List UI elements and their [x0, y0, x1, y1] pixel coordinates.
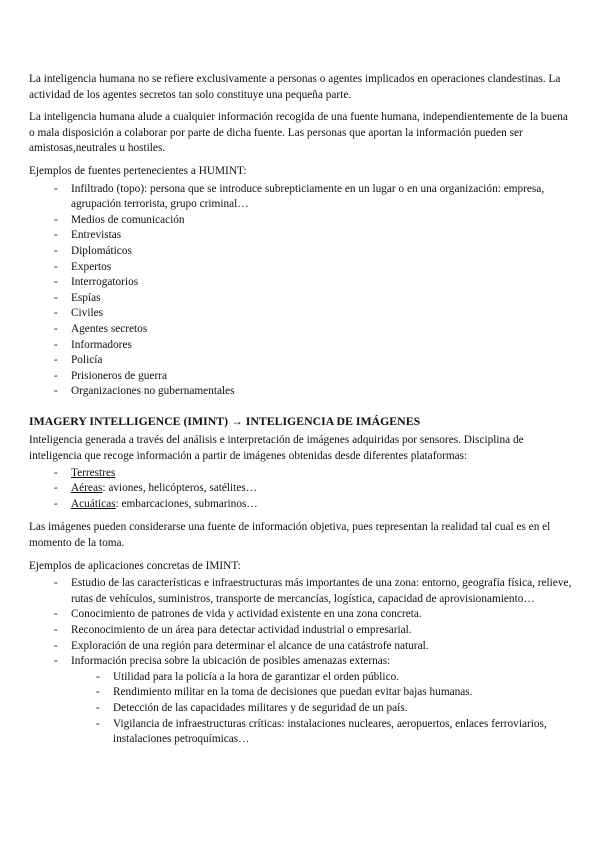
list-item: - Espías — [29, 291, 575, 307]
intro-paragraph-1: La inteligencia humana no se refiere exclusivamente a personas o agentes implicados en operaciones clandestinas. La actividad de los agentes secretos tan solo constituye una pequeña parte. — [29, 73, 561, 101]
list-item: - Civiles — [29, 306, 575, 322]
document-page — [29, 72, 575, 754]
list-item: - Exploración de una región para determinar el alcance de una catástrofe natural. — [29, 639, 575, 655]
humint-examples-lead: Ejemplos de fuentes pertenecientes a HUMINT: — [29, 164, 247, 177]
list-item: - Vigilancia de infraestructuras críticas: instalaciones nucleares, aeropuertos, enlaces ferroviarios, instalaciones petroquímicas… — [71, 717, 575, 748]
imint-heading: IMAGERY INTELLIGENCE (IMINT) → INTELIGENCIA DE IMÁGENES — [29, 413, 421, 428]
intro-paragraph-2: La inteligencia humana alude a cualquier información recogida de una fuente humana, independientemente de la buena o mala disposición a colaborar por parte de dicha fuente. Las personas que aportan la información pueden ser amistosas,neutrales u hostiles. — [29, 111, 568, 155]
platform-detail: : embarcaciones, submarinos… — [115, 497, 258, 510]
platform-name: Acuáticas — [71, 497, 116, 510]
list-item: - Prisioneros de guerra — [29, 369, 575, 385]
list-item: - Rendimiento militar en la toma de decisiones que puedan evitar bajas humanas. — [71, 685, 575, 701]
list-item: - Organizaciones no gubernamentales — [29, 384, 575, 400]
imint-objectivity-paragraph: Las imágenes pueden considerarse una fuente de información objetiva, pues representan la realidad tal cual es en el momento de la toma. — [29, 521, 551, 550]
imint-applications-list — [29, 576, 575, 748]
list-item: - Utilidad para la policía a la hora de garantizar el orden público. — [71, 670, 575, 686]
imint-applications-lead: Ejemplos de aplicaciones concretas de IMINT: — [29, 559, 241, 572]
list-item — [29, 466, 575, 482]
list-item: - Estudio de las características e infraestructuras más importantes de una zona: entorno, geografía física, relieve, rutas de vehículos, suministros, transporte de mercancías, logística, capacidad de aprovisionamiento… — [29, 576, 575, 607]
list-item: - Conocimiento de patrones de vida y actividad existente en una zona concreta. — [29, 607, 575, 623]
list-item — [29, 481, 575, 497]
list-item: - Infiltrado (topo): persona que se introduce subrepticiamente en un lugar o en una organización: empresa, agrupación terrorista, grupo criminal… — [29, 182, 575, 213]
humint-sources-list — [29, 182, 575, 400]
list-item: - Reconocimiento de un área para detectar actividad industrial o empresarial. — [29, 623, 575, 639]
list-item: - Diplomáticos — [29, 244, 575, 260]
imint-definition: Inteligencia generada a través del análisis e interpretación de imágenes adquiridas por sensores. Disciplina de inteligencia que recoge información a partir de imágenes obtenidas desde diferentes plataformas: — [29, 434, 524, 463]
imint-platforms-list — [29, 466, 575, 513]
platform-detail: : aviones, helicópteros, satélites… — [102, 482, 258, 495]
list-item: - Informadores — [29, 338, 575, 354]
list-item: - Interrogatorios — [29, 275, 575, 291]
list-item: - Entrevistas — [29, 228, 575, 244]
platform-name: Aéreas — [71, 482, 103, 495]
list-item — [29, 654, 575, 748]
list-item: - Detección de las capacidades militares y de seguridad de un país. — [71, 701, 575, 717]
list-item: - Policía — [29, 353, 575, 369]
list-item: - Agentes secretos — [29, 322, 575, 338]
list-item-text: Información precisa sobre la ubicación de posibles amenazas externas: — [71, 655, 391, 668]
list-item: - Expertos — [29, 260, 575, 276]
platform-name: Terrestres — [71, 466, 116, 479]
list-item — [29, 497, 575, 513]
threat-uses-list — [71, 670, 575, 748]
list-item: - Medios de comunicación — [29, 213, 575, 229]
